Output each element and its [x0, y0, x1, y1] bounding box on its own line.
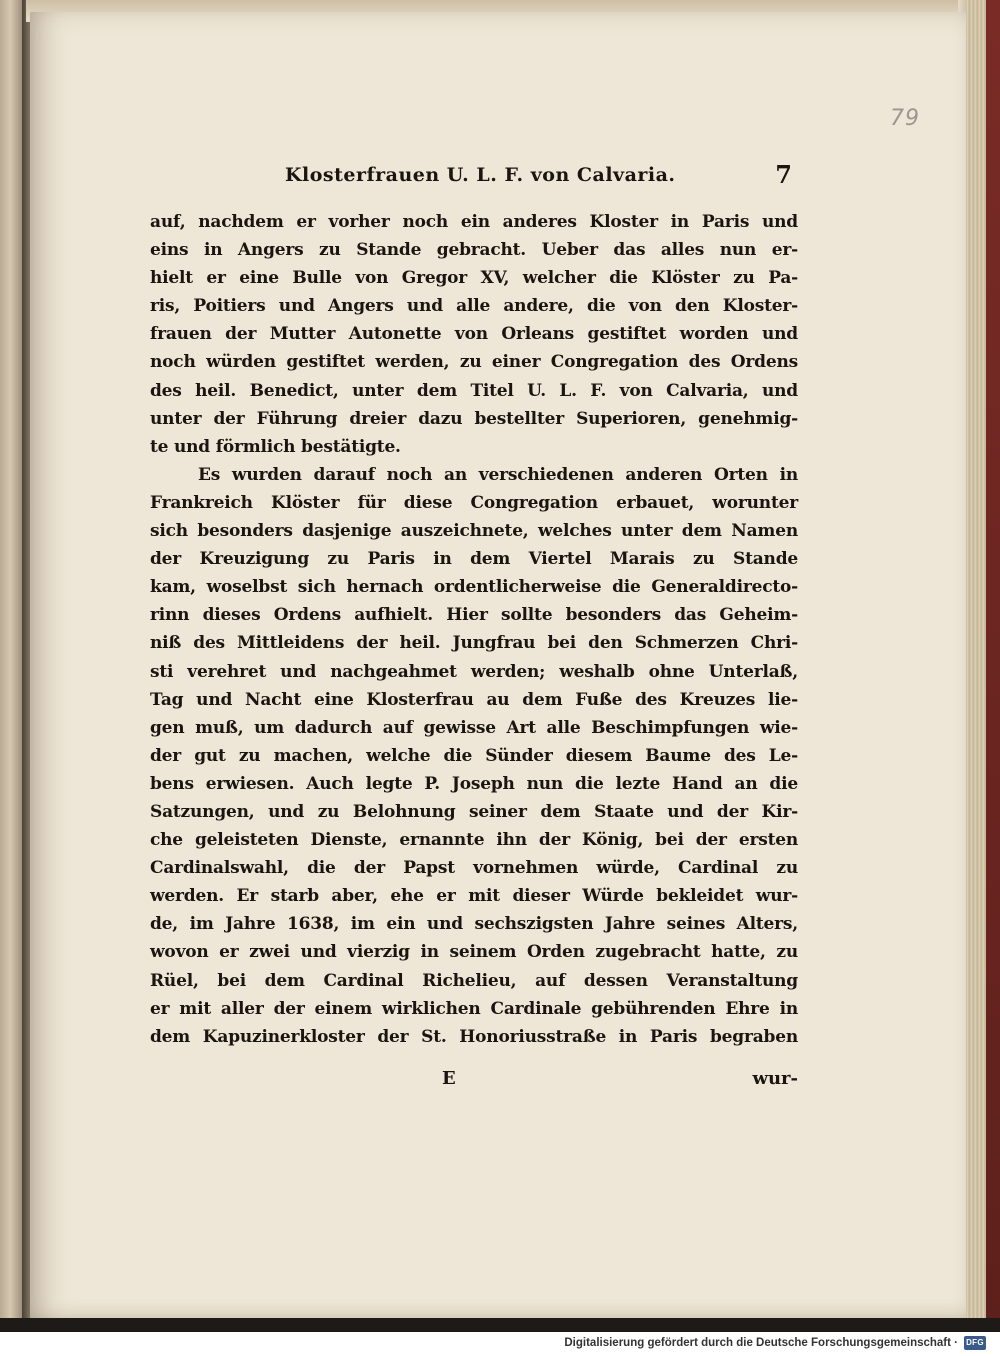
- facing-page-fragments: [0, 230, 24, 830]
- pencil-folio-number: 79: [890, 106, 920, 131]
- text-line: gen muß, um dadurch auf gewisse Art alle Beschimpfungen wie-: [150, 717, 798, 738]
- binding-cover: [986, 0, 1000, 1332]
- text-line: Rüel, bei dem Cardinal Richelieu, auf dessen Veranstaltung: [150, 970, 798, 991]
- text-line: werden. Er starb aber, ehe er mit dieser Würde bekleidet wur-: [150, 886, 798, 907]
- running-head: [150, 160, 796, 194]
- text-line: auf, nachdem er vorher noch ein anderes Kloster in Paris und: [150, 212, 798, 232]
- text-line: niß des Mittleidens der heil. Jungfrau bei den Schmerzen Chri-: [150, 633, 798, 654]
- funding-credit: Digitalisierung gefördert durch die Deutsche Forschungsgemeinschaft ·: [564, 1337, 958, 1349]
- text-line: bens erwiesen. Auch legte P. Joseph nun die lezte Hand an die: [150, 773, 798, 794]
- text-line: kam, woselbst sich hernach ordentlicherweise die Generaldirecto-: [150, 577, 798, 598]
- text-line: de, im Jahre 1638, im ein und sechszigsten Jahre seines Alters,: [150, 914, 798, 935]
- catchword: wur-: [752, 1068, 798, 1089]
- text-line: sti verehret und nachgeahmet werden; weshalb ohne Unterlaß,: [150, 661, 798, 682]
- signature-mark: E: [442, 1068, 456, 1089]
- text-line: er mit aller der einem wirklichen Cardinale gebührenden Ehre in: [150, 998, 798, 1019]
- text-line: des heil. Benedict, unter dem Titel U. L. F. von Calvaria, und: [150, 380, 798, 401]
- dfg-logo-icon: DFG: [964, 1336, 986, 1350]
- text-line: Frankreich Klöster für diese Congregation erbauet, worunter: [150, 492, 798, 513]
- footer-bar: [0, 1332, 1000, 1356]
- page-number: 7: [775, 160, 792, 189]
- text-line: unter der Führung dreier dazu bestellter Superioren, genehmig-: [150, 408, 798, 429]
- body-text: [150, 208, 798, 1051]
- text-line: der Kreuzigung zu Paris in dem Viertel Marais zu Stande: [150, 549, 798, 570]
- text-line: wovon er zwei und vierzig in seinem Orden zugebracht hatte, zu: [150, 942, 798, 963]
- text-line: der gut zu machen, welche die Sünder diesem Baume des Le-: [150, 745, 798, 766]
- text-line: che geleisteten Dienste, ernannte ihn der König, bei der ersten: [150, 830, 798, 851]
- text-line: eins in Angers zu Stande gebracht. Ueber das alles nun er-: [150, 240, 798, 261]
- text-line: sich besonders dasjenige auszeichnete, welches unter dem Namen: [150, 521, 798, 542]
- text-line: te und förmlich bestätigte.: [150, 436, 401, 457]
- text-line: Es wurden darauf noch an verschiedenen anderen Orten in: [198, 464, 798, 485]
- bottom-background: [0, 1318, 1000, 1332]
- text-line: rinn dieses Ordens aufhielt. Hier sollte besonders das Geheim-: [150, 605, 798, 626]
- text-line: ris, Poitiers und Angers und alle andere, die von den Kloster-: [150, 296, 798, 317]
- text-line: frauen der Mutter Autonette von Orleans gestiftet worden und: [150, 324, 798, 345]
- text-line: hielt er eine Bulle von Gregor XV, welcher die Klöster zu Pa-: [150, 268, 798, 289]
- catchline: [150, 1064, 798, 1094]
- text-line: noch würden gestiftet werden, zu einer Congregation des Ordens: [150, 352, 798, 373]
- text-line: dem Kapuzinerkloster der St. Honoriusstraße in Paris begraben: [150, 1026, 798, 1047]
- text-line: Cardinalswahl, die der Papst vornehmen würde, Cardinal zu: [150, 858, 798, 879]
- running-title: Klosterfrauen U. L. F. von Calvaria.: [285, 164, 676, 186]
- text-line: Tag und Nacht eine Klosterfrau au dem Fuße des Kreuzes lie-: [150, 689, 798, 710]
- text-line: Satzungen, und zu Belohnung seiner dem Staate und der Kir-: [150, 801, 798, 822]
